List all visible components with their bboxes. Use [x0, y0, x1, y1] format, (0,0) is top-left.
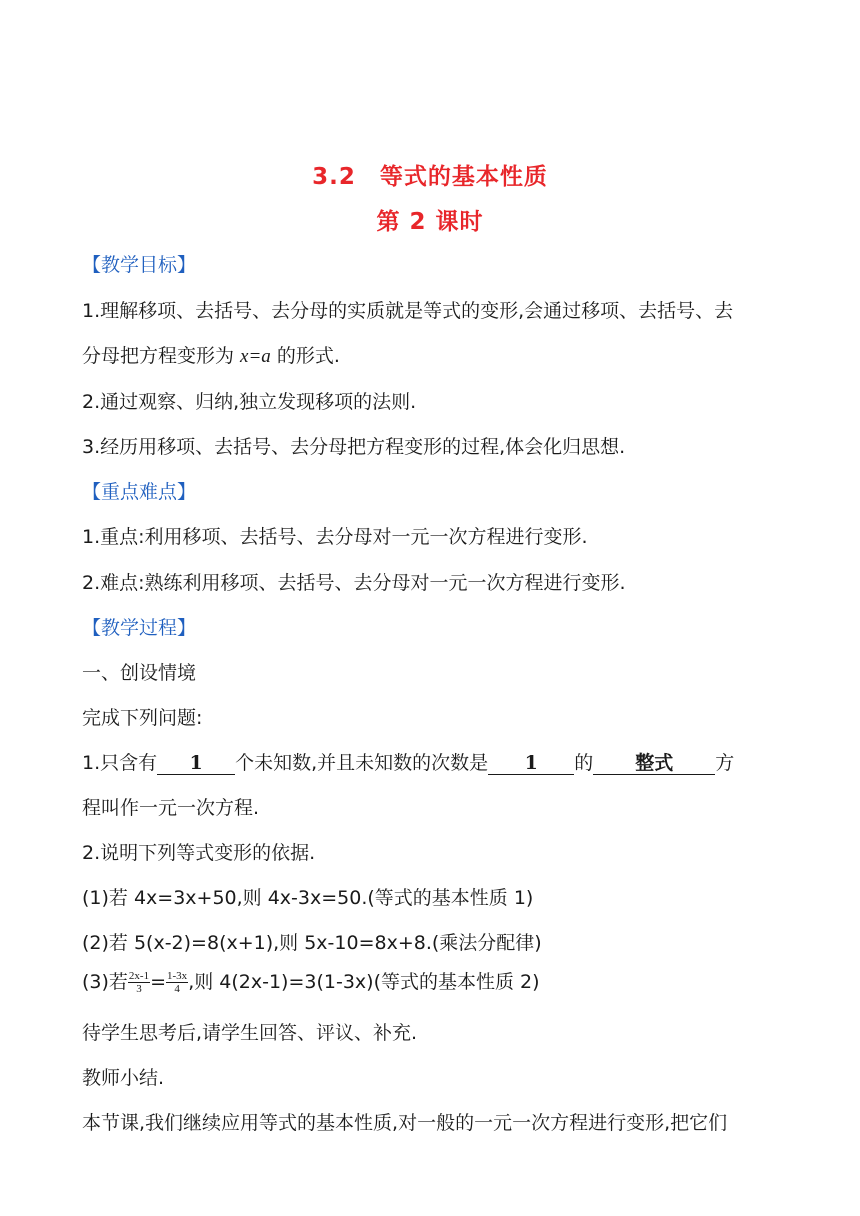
answer-blank-3: 整式	[593, 753, 715, 775]
process-part-1: 一、创设情境	[82, 662, 197, 684]
fraction-1: $\frac{2x-1}{3}$	[128, 969, 150, 995]
fraction-2: $\frac{1-3x}{4}$	[167, 969, 188, 995]
math-expression: x=a	[240, 346, 271, 367]
equation-3: (3)若 $\frac{2x-1}{3}$ = $\frac{1-3x}{4}$ ,则 4(2x-1)=3(1-3x)(等式的基本性质 2)	[82, 969, 540, 995]
lesson-subtitle: 第 2 课时	[376, 209, 484, 235]
after-text-1: 待学生思考后,请学生回答、评议、补充.	[82, 1022, 418, 1044]
after-text-3: 本节课,我们继续应用等式的基本性质,对一般的一元一次方程进行变形,把它们	[82, 1112, 728, 1134]
question-1: 1.只含有 1 个未知数,并且未知数的次数是 1 的 整式 方	[82, 752, 735, 774]
goal-item-1a: 1.理解移项、去括号、去分母的实质就是等式的变形,会通过移项、去括号、去	[82, 300, 734, 322]
key-item-2: 2.难点:熟练利用移项、去括号、去分母对一元一次方程进行变形.	[82, 572, 626, 594]
document-title: 3.2 等式的基本性质	[312, 164, 548, 190]
goal-item-1b: 分母把方程变形为 x=a 的形式.	[82, 345, 340, 367]
equation-1: (1)若 4x=3x+50,则 4x-3x=50.(等式的基本性质 1)	[82, 887, 534, 909]
after-text-2: 教师小结.	[82, 1067, 165, 1089]
question-1-continued: 程叫作一元一次方程.	[82, 797, 260, 819]
answer-blank-1: 1	[157, 753, 235, 775]
equation-2: (2)若 5(x-2)=8(x+1),则 5x-10=8x+8.(乘法分配律)	[82, 932, 542, 954]
key-item-1: 1.重点:利用移项、去括号、去分母对一元一次方程进行变形.	[82, 526, 588, 548]
process-intro: 完成下列问题:	[82, 707, 203, 729]
goal-item-3: 3.经历用移项、去括号、去分母把方程变形的过程,体会化归思想.	[82, 436, 626, 458]
section-heading-key: 【重点难点】	[82, 481, 197, 503]
section-heading-process: 【教学过程】	[82, 617, 197, 639]
section-heading-goals: 【教学目标】	[82, 254, 197, 276]
question-2: 2.说明下列等式变形的依据.	[82, 842, 316, 864]
goal-item-2: 2.通过观察、归纳,独立发现移项的法则.	[82, 391, 417, 413]
answer-blank-2: 1	[488, 753, 574, 775]
